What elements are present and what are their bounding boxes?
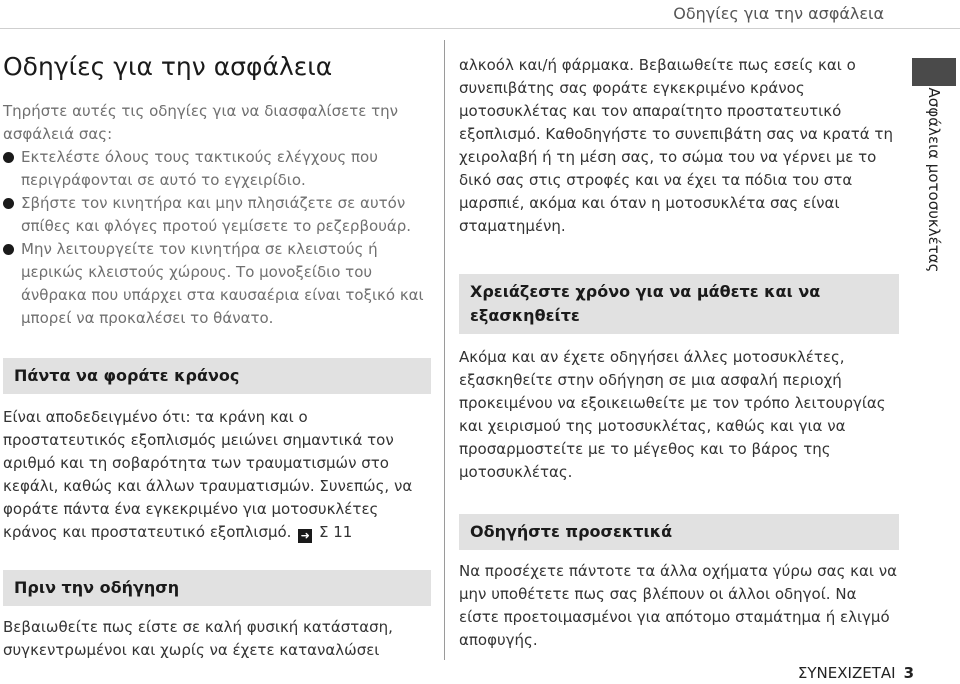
- section-title-ride-carefully: Οδηγήστε προσεκτικά: [459, 514, 899, 550]
- arrow-right-icon: ➜: [298, 529, 312, 543]
- helmet-text: Είναι αποδεδειγμένο ότι: τα κράνη και ο προστατευτικός εξοπλισμός μειώνει σημαντικά τον αριθμό και τη σοβαρότητα των τραυματισμών στο κεφάλι, καθώς και άλλων τραυματισμών. Συνεπώς, να φοράτε πάντα ένα εγκεκριμένο για μοτοσυκλέτες κράνος και προστατευτικό εξοπλισμό.: [3, 408, 413, 541]
- left-column: [3, 50, 431, 662]
- bullet-item: [3, 192, 431, 238]
- section-body-ride-carefully: Να προσέχετε πάντοτε τα άλλα οχήματα γύρω σας και να μην υποθέτετε πως σας βλέπουν οι άλλοι οδηγοί. Να είστε προετοιμασμένοι για απότομο σταμάτημα ή ελιγμό αποφυγής.: [459, 562, 897, 649]
- right-column: [459, 54, 899, 652]
- section-body-helmet: [3, 406, 431, 544]
- bullet-text: Εκτελέστε όλους τους τακτικούς ελέγχους που περιγράφονται σε αυτό το εγχειρίδιο.: [21, 148, 378, 189]
- header-title: Οδηγίες για την ασφάλεια: [673, 4, 884, 23]
- column-divider: [444, 40, 445, 660]
- section-body-before-riding: Βεβαιωθείτε πως είστε σε καλή φυσική κατάσταση, συγκεντρωμένοι και χωρίς να έχετε καταναλώσει: [3, 618, 393, 659]
- bullet-text: Σβήστε τον κινητήρα και μην πλησιάζετε σε αυτόν σπίθες και φλόγες προτού γεμίσετε το ρεζερβουάρ.: [21, 194, 412, 235]
- intro-text: Τηρήστε αυτές τις οδηγίες για να διασφαλίσετε την ασφάλειά σας:: [3, 102, 399, 143]
- page-number: 3: [903, 664, 914, 682]
- section-body-practice: Ακόμα και αν έχετε οδηγήσει άλλες μοτοσυκλέτες, εξασκηθείτε στην οδήγηση σε μια ασφαλή περιοχή προκειμένου να εξοικειωθείτε με τον τρόπο λειτουργίας και χειρισμού της μοτοσυκλέτας, καθώς και για να προσαρμοστείτε με το μέγεθος και το βάρος της μοτοσυκλέτας.: [459, 348, 886, 481]
- page-footer: [798, 664, 914, 682]
- section-title-practice: Χρειάζεστε χρόνο για να μάθετε και να εξασκηθείτε: [459, 274, 899, 334]
- bullet-icon: [3, 152, 14, 163]
- bullet-text: Μην λειτουργείτε τον κινητήρα σε κλειστούς ή μερικώς κλειστούς χώρους. Το μονοξείδιο του άνθρακα που υπάρχει στα καυσαέρια είναι τοξικό και μπορεί να προκαλέσει το θάνατο.: [21, 240, 424, 327]
- continued-label: ΣΥΝΕΧΙΖΕΤΑΙ: [797, 664, 896, 682]
- side-tab-marker: [912, 58, 956, 86]
- side-chapter-label: Ασφάλεια μοτοσυκλέτας: [925, 87, 943, 273]
- before-riding-continued: αλκοόλ και/ή φάρμακα. Βεβαιωθείτε πως εσείς και ο συνεπιβάτης σας φοράτε εγκεκριμένο κράνος μοτοσυκλέτας και τον απαραίτητο προστατευτικό εξοπλισμό. Καθοδηγήστε το συνεπιβάτη σας να κρατά τη χειρολαβή ή τη μέση σας, το σώμα του να γέρνει με το δικό σας στις στροφές και να έχει τα πόδια του στα μαρσπιέ, ακόμα και όταν η μοτοσυκλέτα σας είναι σταματημένη.: [459, 56, 893, 235]
- page-header: [0, 0, 960, 29]
- page-reference-link[interactable]: Σ 11: [319, 523, 353, 541]
- bullet-icon: [3, 244, 14, 255]
- bullet-item: [3, 238, 431, 330]
- section-title-before-riding: Πριν την οδήγηση: [3, 570, 431, 606]
- page-title: Οδηγίες για την ασφάλεια: [3, 52, 333, 81]
- bullet-item: [3, 146, 431, 192]
- section-title-helmet: Πάντα να φοράτε κράνος: [3, 358, 431, 394]
- bullet-icon: [3, 198, 14, 209]
